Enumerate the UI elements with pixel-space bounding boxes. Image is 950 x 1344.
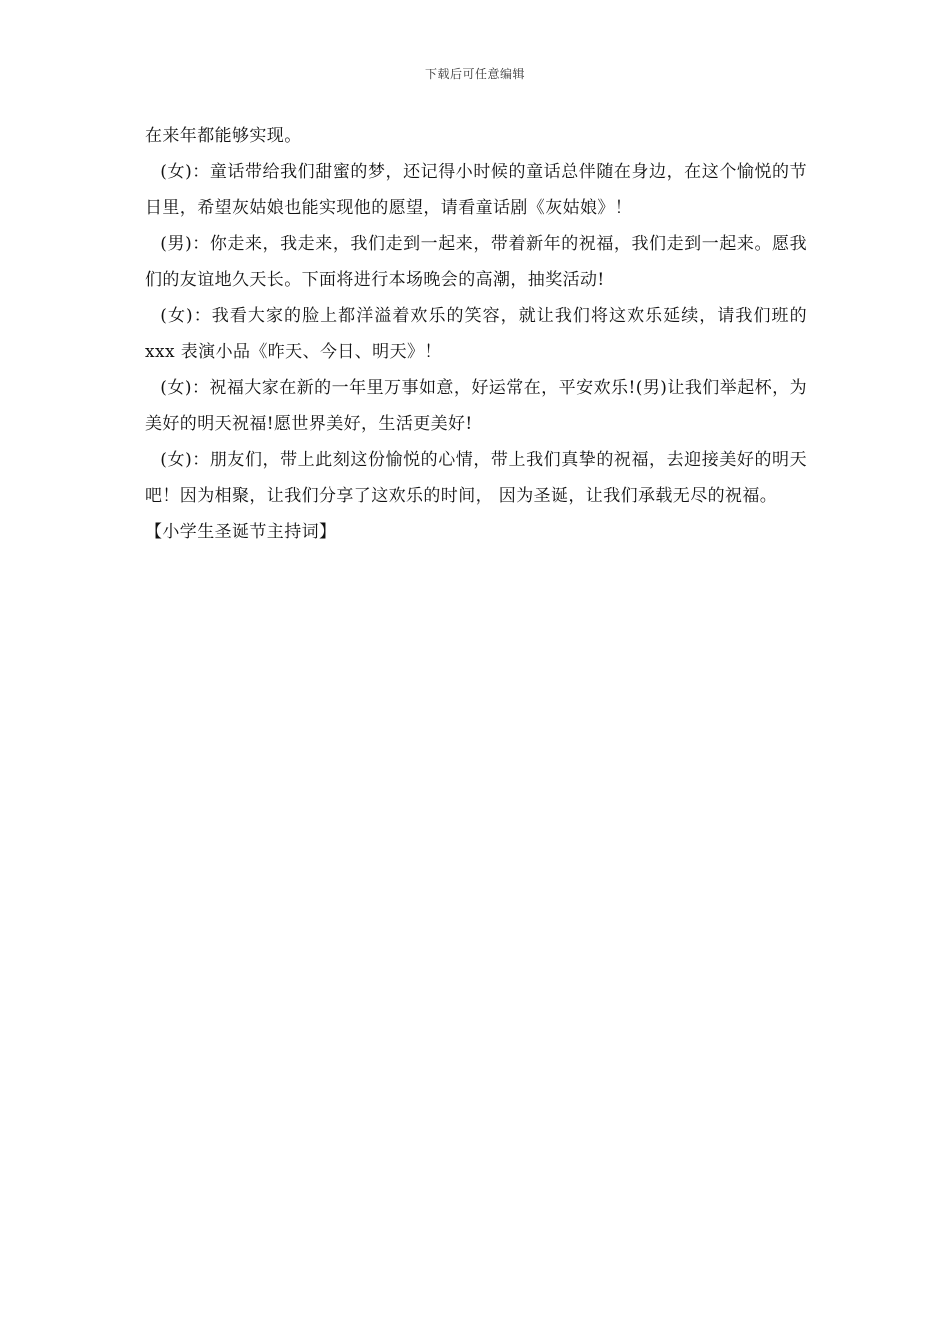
paragraph-male-host-lottery: (男)：你走来，我走来，我们走到一起来，带着新年的祝福，我们走到一起来。愿我们的友谊地久天长。下面将进行本场晚会的高潮，抽奖活动! bbox=[145, 234, 807, 290]
section-title: 【小学生圣诞节主持词】 bbox=[145, 522, 337, 542]
paragraph-female-host-toast: (女)：祝福大家在新的一年里万事如意，好运常在，平安欢乐!(男)让我们举起杯，为美好的明天祝福!愿世界美好，生活更美好! bbox=[145, 378, 807, 434]
paragraph-female-host-cinderella: (女)：童话带给我们甜蜜的梦，还记得小时候的童话总伴随在身边，在这个愉悦的节日里，希望灰姑娘也能实现他的愿望，请看童话剧《灰姑娘》！ bbox=[145, 162, 807, 218]
paragraph-female-host-sketch: (女)：我看大家的脸上都洋溢着欢乐的笑容，就让我们将这欢乐延续，请我们班的 xxx 表演小品《昨天、今日、明天》！ bbox=[145, 306, 807, 362]
document-body bbox=[145, 118, 807, 550]
paragraph-female-host-closing: (女)：朋友们，带上此刻这份愉悦的心情，带上我们真挚的祝福，去迎接美好的明天吧！因为相聚，让我们分享了这欢乐的时间， 因为圣诞，让我们承载无尽的祝福。 bbox=[145, 450, 807, 506]
paragraph-continuation: 在来年都能够实现。 bbox=[145, 126, 302, 146]
page-header: 下载后可任意编辑 bbox=[424, 67, 525, 81]
